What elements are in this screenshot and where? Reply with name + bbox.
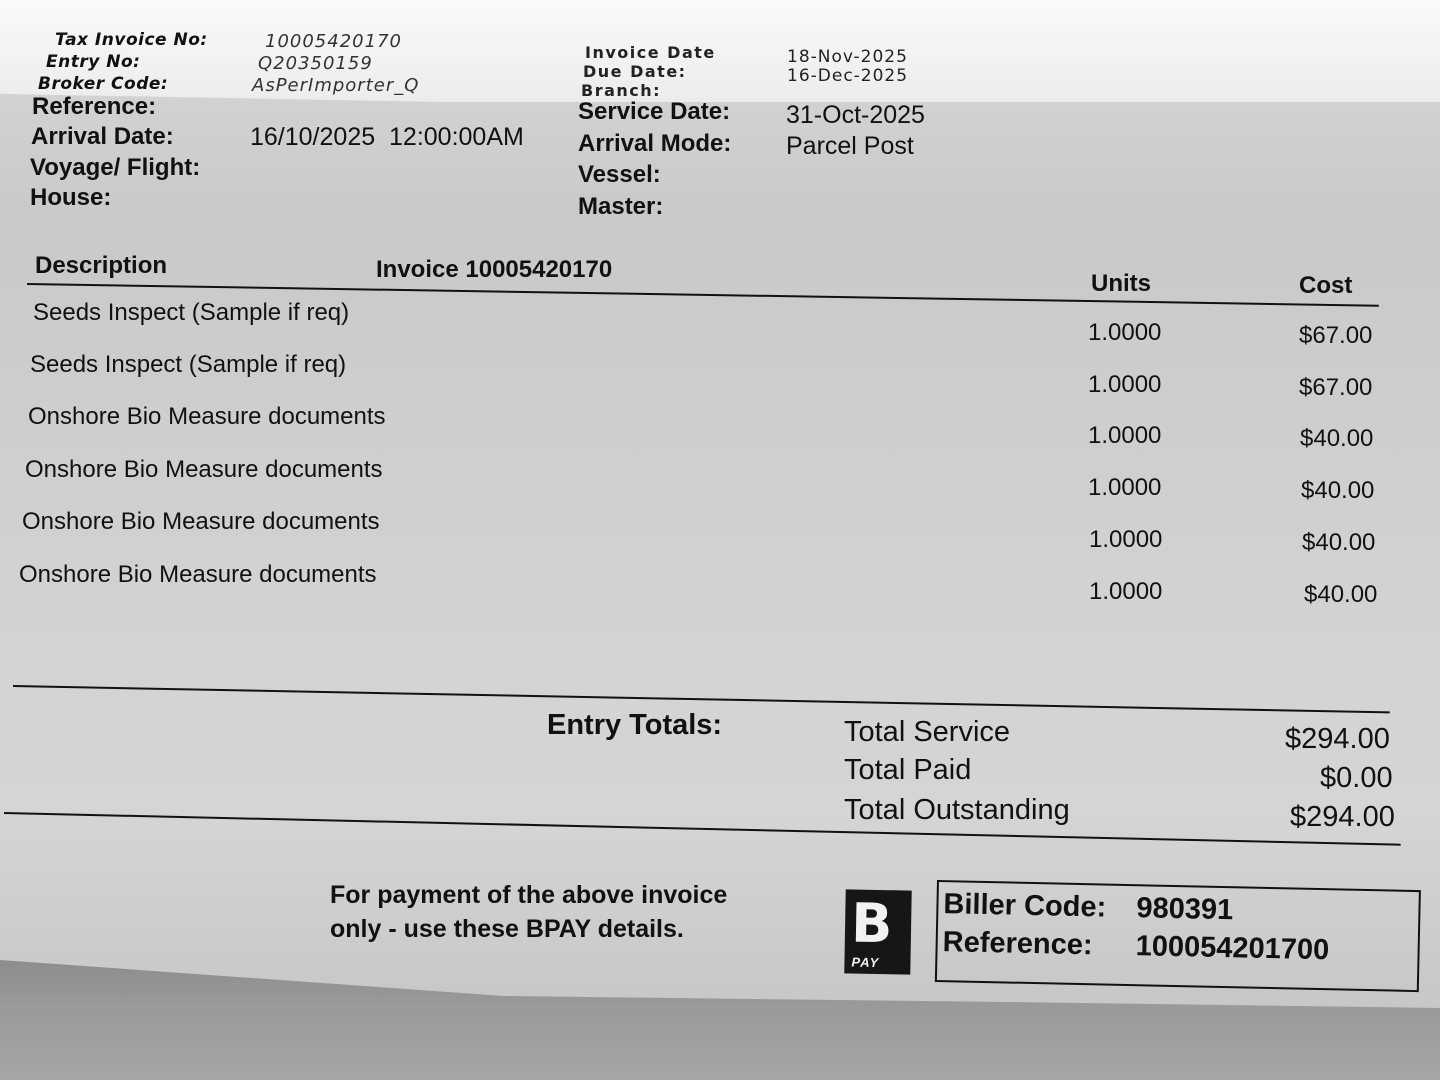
paper-top-strip: [0, 0, 1440, 102]
biller-reference-label: Reference:: [942, 926, 1093, 962]
row-description: Onshore Bio Measure documents: [25, 456, 383, 483]
row-description: Seeds Inspect (Sample if req): [33, 299, 350, 326]
biller-code-value: 980391: [1136, 892, 1234, 927]
row-description: Onshore Bio Measure documents: [28, 403, 386, 430]
total-paid-value: $0.00: [1320, 762, 1393, 794]
cost-header: Cost: [1299, 272, 1353, 299]
total-service-label: Total Service: [844, 716, 1011, 748]
row-units: 1.0000: [1088, 319, 1162, 346]
row-units: 1.0000: [1089, 526, 1163, 553]
total-outstanding-value: $294.00: [1290, 801, 1395, 833]
service-date-label: Service Date:: [578, 98, 731, 125]
master-label: Master:: [578, 193, 664, 220]
row-cost: $40.00: [1300, 425, 1374, 452]
branch-label: Branch:: [581, 81, 662, 100]
units-header: Units: [1091, 270, 1151, 297]
vessel-label: Vessel:: [578, 161, 661, 188]
entry-no-label: Entry No:: [46, 52, 141, 72]
total-paid-label: Total Paid: [844, 754, 972, 786]
row-units: 1.0000: [1088, 422, 1162, 449]
total-service-value: $294.00: [1285, 723, 1390, 755]
row-cost: $40.00: [1301, 477, 1375, 504]
biller-details-box: [935, 880, 1421, 992]
biller-code-label: Biller Code:: [943, 888, 1107, 924]
description-header: Description: [35, 252, 168, 279]
arrival-date-label: Arrival Date:: [31, 123, 174, 150]
voyage-flight-label: Voyage/ Flight:: [30, 154, 201, 181]
row-cost: $67.00: [1299, 322, 1373, 349]
row-cost: $40.00: [1304, 581, 1378, 608]
entry-no-value: Q20350159: [258, 53, 373, 74]
invoice-header: Invoice 10005420170: [376, 256, 613, 283]
bpay-logo: [844, 889, 911, 974]
entry-totals-label: Entry Totals:: [547, 709, 723, 741]
bpay-b-icon: B: [850, 891, 893, 956]
reference-label: Reference:: [32, 93, 157, 120]
row-description: Seeds Inspect (Sample if req): [30, 351, 347, 378]
invoice-date-value: 18-Nov-2025: [787, 47, 908, 67]
row-units: 1.0000: [1089, 578, 1163, 605]
biller-reference-value: 100054201700: [1135, 930, 1330, 967]
totals-bottom-rule: [4, 812, 1401, 846]
arrival-mode-value: Parcel Post: [786, 132, 914, 160]
service-date-value: 31-Oct-2025: [786, 101, 925, 129]
row-description: Onshore Bio Measure documents: [19, 561, 377, 588]
arrival-date-value: 16/10/2025 12:00:00AM: [250, 123, 524, 151]
total-outstanding-label: Total Outstanding: [844, 794, 1070, 826]
invoice-date-label: Invoice Date: [585, 43, 716, 62]
house-label: House:: [30, 184, 112, 211]
row-cost: $67.00: [1299, 374, 1373, 401]
due-date-label: Due Date:: [583, 62, 687, 81]
row-units: 1.0000: [1088, 371, 1162, 398]
row-cost: $40.00: [1302, 529, 1376, 556]
tax-invoice-no-label: Tax Invoice No:: [55, 30, 208, 50]
tax-invoice-no-value: 10005420170: [265, 31, 402, 52]
row-description: Onshore Bio Measure documents: [22, 508, 380, 535]
due-date-value: 16-Dec-2025: [787, 66, 909, 86]
row-units: 1.0000: [1088, 474, 1162, 501]
arrival-mode-label: Arrival Mode:: [578, 130, 732, 157]
broker-code-label: Broker Code:: [38, 74, 169, 94]
broker-code-value: AsPerImporter_Q: [252, 75, 420, 96]
bpay-logo-text: PAY: [851, 954, 880, 971]
payment-note: For payment of the above invoice only - use these BPAY details.: [330, 881, 728, 943]
